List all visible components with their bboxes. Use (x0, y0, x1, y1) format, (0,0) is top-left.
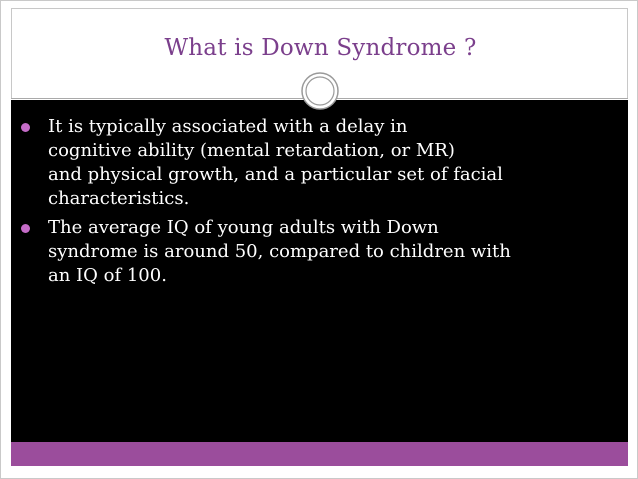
slide-title: What is Down Syndrome ? (164, 35, 477, 61)
circle-ornament-icon (300, 71, 340, 111)
bullet-line: syndrome is around 50, compared to children with (48, 241, 511, 262)
bullet-item (15, 216, 615, 288)
bullet-line: and physical growth, and a particular set of facial (48, 164, 503, 185)
bullet-line: characteristics. (48, 188, 190, 209)
bullet-icon (21, 123, 30, 132)
bullet-item (15, 115, 615, 211)
footer-bar (11, 442, 628, 466)
bullet-line: The average IQ of young adults with Down (48, 217, 439, 238)
bullet-list (15, 115, 615, 293)
bullet-icon (21, 224, 30, 233)
bullet-line: It is typically associated with a delay in (48, 116, 408, 137)
bullet-line: an IQ of 100. (48, 265, 167, 286)
bullet-line: cognitive ability (mental retardation, or MR) (48, 140, 455, 161)
